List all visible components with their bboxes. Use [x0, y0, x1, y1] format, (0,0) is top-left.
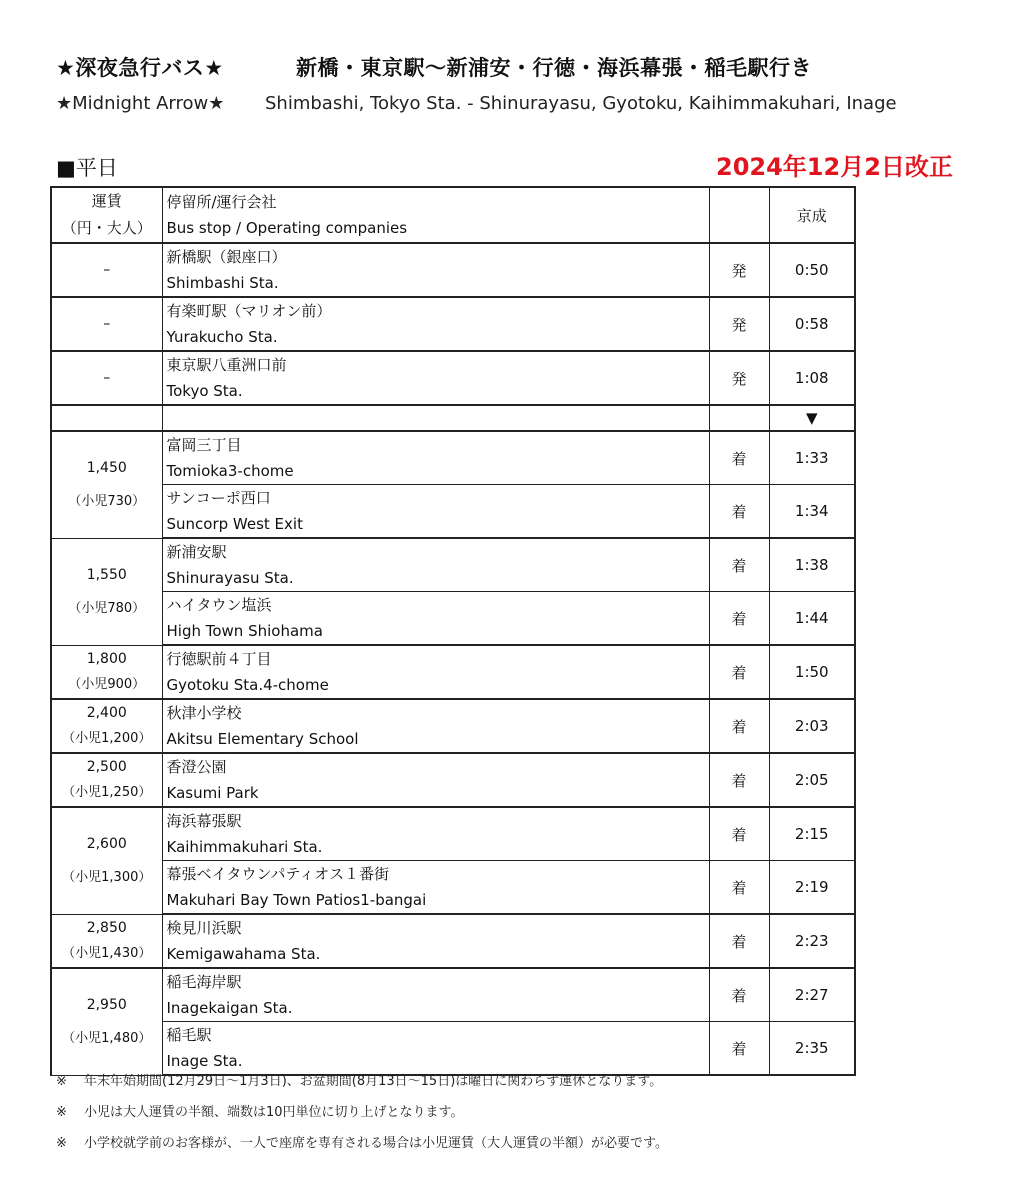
dir-cell: 着 [709, 592, 769, 646]
stop-jp: 新橋駅（銀座口） [166, 248, 287, 266]
stop-cell [162, 485, 709, 539]
title-jp [56, 52, 1016, 82]
stop-en: Yurakucho Sta. [166, 328, 278, 346]
table-row [51, 243, 855, 297]
dir-cell: 着 [709, 431, 769, 485]
fare-child: （小児1,480） [62, 1030, 152, 1046]
stop-jp: 幕張ベイタウンパティオス１番街 [166, 865, 390, 883]
fare-cell [51, 968, 162, 1075]
stop-en: High Town Shiohama [166, 622, 323, 640]
stop-jp: 行徳駅前４丁目 [166, 650, 272, 668]
stop-jp: 富岡三丁目 [166, 436, 242, 454]
stop-en: Shimbashi Sta. [166, 274, 279, 292]
table-row [51, 538, 855, 592]
dir-cell: 発 [709, 243, 769, 297]
timetable [50, 186, 856, 1076]
time-cell: 0:50 [769, 243, 855, 297]
stop-jp: 稲毛駅 [166, 1026, 212, 1044]
fare-child: （小児900） [68, 676, 146, 692]
stop-en: Kemigawahama Sta. [166, 945, 321, 963]
header-fare-line1: 運賃 [91, 192, 122, 210]
fare-adult: 2,600 [86, 835, 127, 852]
dir-cell: 着 [709, 1022, 769, 1076]
table-row [51, 297, 855, 351]
note-text: 小学校就学前のお客様が、一人で座席を専有される場合は小児運賃（大人運賃の半額）が必要です。 [84, 1136, 668, 1151]
table-row [51, 807, 855, 861]
stop-en: Kasumi Park [166, 784, 259, 802]
stop-jp: 稲毛海岸駅 [166, 973, 242, 991]
dir-cell: 発 [709, 351, 769, 405]
fare-child: （小児1,300） [62, 869, 152, 885]
fare-child: （小児730） [68, 493, 146, 509]
arrow-row [51, 405, 855, 431]
stop-en: Gyotoku Sta.4-chome [166, 676, 329, 694]
stop-cell [162, 1022, 709, 1076]
fare-adult: 2,400 [86, 705, 127, 721]
time-cell: 2:35 [769, 1022, 855, 1076]
stop-cell [162, 431, 709, 485]
fare-cell [51, 645, 162, 699]
table-row [51, 485, 855, 539]
stop-en: Tomioka3-chome [166, 462, 294, 480]
time-cell: 2:15 [769, 807, 855, 861]
note-text: 年末年始期間(12月29日～1月3日)、お盆期間(8月13日～15日)は曜日に関わらず運休となります。 [84, 1074, 663, 1089]
stop-jp: サンコーポ西口 [166, 489, 271, 507]
fare-child: （小児1,250） [62, 785, 152, 800]
dir-cell: 着 [709, 485, 769, 539]
fare-cell [51, 807, 162, 914]
table-header-row [51, 187, 855, 243]
header-dir [709, 187, 769, 243]
stop-jp: 香澄公園 [166, 758, 227, 776]
time-cell: 2:19 [769, 861, 855, 915]
stop-jp: 検見川浜駅 [166, 919, 242, 937]
stop-en: Shinurayasu Sta. [166, 569, 294, 587]
stop-jp: ハイタウン塩浜 [166, 596, 272, 614]
note-mark: ※ [56, 1074, 67, 1089]
header-company: 京成 [769, 187, 855, 243]
note-item [56, 1070, 668, 1101]
note-mark: ※ [56, 1105, 67, 1120]
table-row [51, 1022, 855, 1076]
stop-cell [162, 538, 709, 592]
stop-cell [162, 861, 709, 915]
fare-cell [51, 538, 162, 645]
dir-cell: 着 [709, 753, 769, 807]
notes [56, 1070, 668, 1163]
stop-en: Makuhari Bay Town Patios1-bangai [166, 891, 427, 909]
fare-adult: 1,550 [86, 566, 127, 583]
table-row [51, 914, 855, 968]
header-stop-jp: 停留所/運行会社 [166, 193, 277, 211]
header-stop [162, 187, 709, 243]
dir-cell: 着 [709, 914, 769, 968]
dir-cell: 着 [709, 538, 769, 592]
table-row [51, 431, 855, 485]
stop-jp: 秋津小学校 [166, 704, 242, 722]
fare-cell [51, 753, 162, 807]
stop-cell [162, 243, 709, 297]
dir-cell: 着 [709, 699, 769, 753]
stop-cell [162, 807, 709, 861]
fare-adult: 2,500 [86, 759, 127, 775]
fare-cell: – [51, 243, 162, 297]
fare-cell: – [51, 351, 162, 405]
fare-cell: – [51, 297, 162, 351]
time-cell: 2:27 [769, 968, 855, 1022]
stop-cell [162, 968, 709, 1022]
stop-en: Inagekaigan Sta. [166, 999, 293, 1017]
fare-cell [51, 914, 162, 968]
fare-child: （小児780） [68, 600, 146, 616]
stop-cell [162, 297, 709, 351]
time-cell: 2:23 [769, 914, 855, 968]
stop-en: Kaihimmakuhari Sta. [166, 838, 323, 856]
stop-jp: 新浦安駅 [166, 543, 227, 561]
fare-adult: 1,450 [86, 459, 127, 476]
dir-cell: 着 [709, 861, 769, 915]
down-arrow-icon: ▼ [769, 405, 855, 431]
fare-adult: 2,850 [86, 919, 127, 936]
title-en [56, 93, 1016, 114]
fare-child: （小児1,200） [62, 731, 152, 746]
stop-en: Suncorp West Exit [166, 515, 303, 533]
time-cell: 1:38 [769, 538, 855, 592]
stop-cell [162, 645, 709, 699]
fare-adult: 2,950 [86, 996, 127, 1013]
note-mark: ※ [56, 1136, 67, 1151]
stop-en: Inage Sta. [166, 1052, 243, 1070]
dir-cell: 着 [709, 968, 769, 1022]
dir-cell: 着 [709, 645, 769, 699]
fare-adult: 1,800 [86, 650, 127, 667]
stop-cell [162, 699, 709, 753]
title-jp-route: 新橋・東京駅〜新浦安・行徳・海浜幕張・稲毛駅行き [296, 56, 812, 80]
time-cell: 1:34 [769, 485, 855, 539]
time-cell: 2:03 [769, 699, 855, 753]
time-cell: 1:33 [769, 431, 855, 485]
table-row [51, 592, 855, 646]
note-text: 小児は大人運賃の半額、端数は10円単位に切り上げとなります。 [84, 1105, 464, 1120]
title-en-brand: ★Midnight Arrow★ [56, 93, 225, 114]
table-row [51, 968, 855, 1022]
note-item [56, 1132, 668, 1163]
stop-en: Tokyo Sta. [166, 382, 243, 400]
stop-cell [162, 753, 709, 807]
stop-en: Akitsu Elementary School [166, 730, 359, 748]
stop-cell [162, 592, 709, 646]
table-row [51, 351, 855, 405]
stop-cell [162, 351, 709, 405]
dir-cell: 着 [709, 807, 769, 861]
section-label: ■平日 [56, 156, 118, 180]
time-cell: 1:08 [769, 351, 855, 405]
table-row [51, 861, 855, 915]
stop-cell [162, 914, 709, 968]
fare-cell [51, 431, 162, 538]
table-row [51, 645, 855, 699]
header-fare [51, 187, 162, 243]
table-row [51, 753, 855, 807]
dir-cell: 発 [709, 297, 769, 351]
stop-jp: 有楽町駅（マリオン前） [166, 302, 332, 320]
note-item [56, 1101, 668, 1132]
time-cell: 1:50 [769, 645, 855, 699]
fare-cell [51, 699, 162, 753]
title-en-route: Shimbashi, Tokyo Sta. - Shinurayasu, Gyotoku, Kaihimmakuhari, Inage [265, 93, 897, 114]
table-row [51, 699, 855, 753]
stop-jp: 海浜幕張駅 [166, 812, 242, 830]
time-cell: 2:05 [769, 753, 855, 807]
title-jp-brand: ★深夜急行バス★ [56, 56, 224, 80]
time-cell: 0:58 [769, 297, 855, 351]
stop-jp: 東京駅八重洲口前 [166, 356, 287, 374]
fare-child: （小児1,430） [62, 945, 152, 961]
revision-date: 2024年12月2日改正 [716, 153, 953, 181]
header-stop-en: Bus stop / Operating companies [166, 219, 408, 237]
header-fare-line2: （円・大人） [61, 219, 152, 237]
time-cell: 1:44 [769, 592, 855, 646]
